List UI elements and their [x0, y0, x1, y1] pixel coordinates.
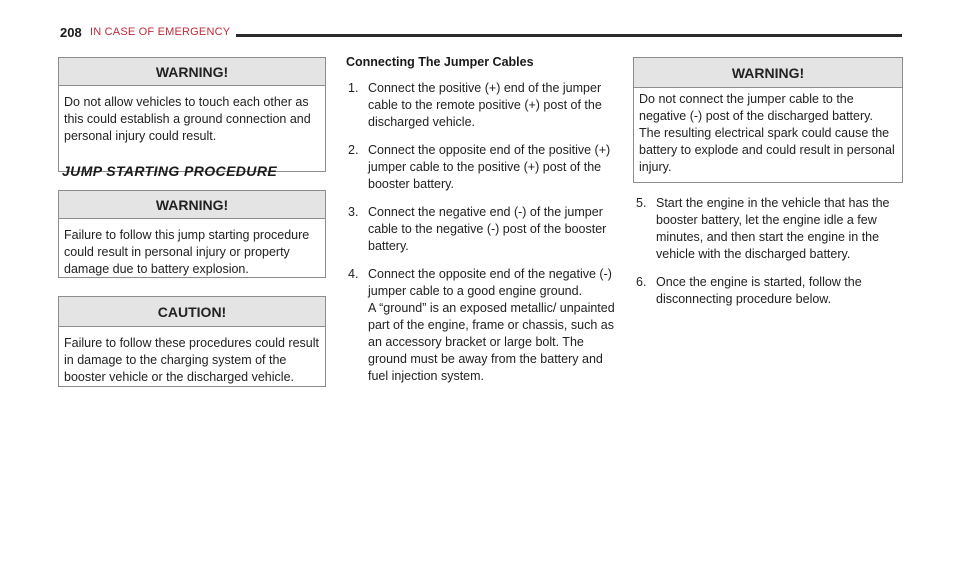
page-number: 208 — [60, 25, 82, 40]
warning-box-right — [633, 57, 903, 183]
page-header — [60, 24, 902, 44]
warning-box-text: Do not connect the jumper cable to the negative (-) post of the discharged battery. The resulting electrical spark could cause the battery to explode and could result in personal injury. — [639, 92, 895, 174]
step-number: 3. — [348, 205, 359, 219]
step-text: Once the engine is started, follow the disconnecting procedure below. — [656, 275, 862, 306]
step-item — [346, 204, 618, 255]
caution-box-text: Failure to follow these procedures could result in damage to the charging system of the booster vehicle or the discharged vehicle. — [64, 336, 319, 384]
header-rule — [236, 34, 902, 37]
step-item — [636, 195, 906, 263]
step-number: 1. — [348, 81, 359, 95]
step-number: 6. — [636, 275, 647, 289]
connecting-title: Connecting The Jumper Cables — [346, 55, 534, 69]
step-text: Connect the positive (+) end of the jumper cable to the remote positive (+) post of the discharged vehicle. — [368, 81, 602, 129]
step-number: 5. — [636, 196, 647, 210]
step-text: Start the engine in the vehicle that has the booster battery, let the engine idle a few minutes, and then start the engine in the vehicle with the discharged battery. — [656, 196, 890, 261]
warning-box-title: WARNING! — [59, 191, 325, 219]
warning-box-middle — [58, 190, 326, 278]
step-item — [346, 80, 618, 131]
step-item — [346, 142, 618, 193]
step-number: 2. — [348, 143, 359, 157]
section-name: IN CASE OF EMERGENCY — [90, 26, 231, 38]
warning-box-title: WARNING! — [634, 58, 902, 88]
warning-box-title: WARNING! — [59, 58, 325, 86]
warning-box-text: Do not allow vehicles to touch each other as this could establish a ground connection and personal injury could result. — [64, 95, 311, 143]
warning-box-top — [58, 57, 326, 172]
connecting-section — [346, 55, 618, 396]
later-steps — [636, 195, 906, 319]
step-item — [346, 266, 618, 385]
step-text: Connect the negative end (-) of the jumper cable to the negative (-) post of the booster battery. — [368, 205, 607, 253]
warning-box-text: Failure to follow this jump starting procedure could result in personal injury or property damage due to battery explosion. — [64, 228, 310, 276]
step-text: Connect the opposite end of the positive (+) jumper cable to the positive (+) post of the booster battery. — [368, 143, 611, 191]
procedure-title: JUMP STARTING PROCEDURE — [62, 163, 278, 179]
step-item — [636, 274, 906, 308]
step-number: 4. — [348, 267, 359, 281]
caution-box-title: CAUTION! — [59, 297, 325, 327]
step-note: A “ground” is an exposed metallic/ unpainted part of the engine, frame or chassis, such as an accessory bracket or large bolt. The ground must be away from the battery and fuel injection system. — [368, 301, 615, 383]
caution-box — [58, 296, 326, 387]
step-text: Connect the opposite end of the negative (-) jumper cable to a good engine ground. — [368, 267, 612, 298]
